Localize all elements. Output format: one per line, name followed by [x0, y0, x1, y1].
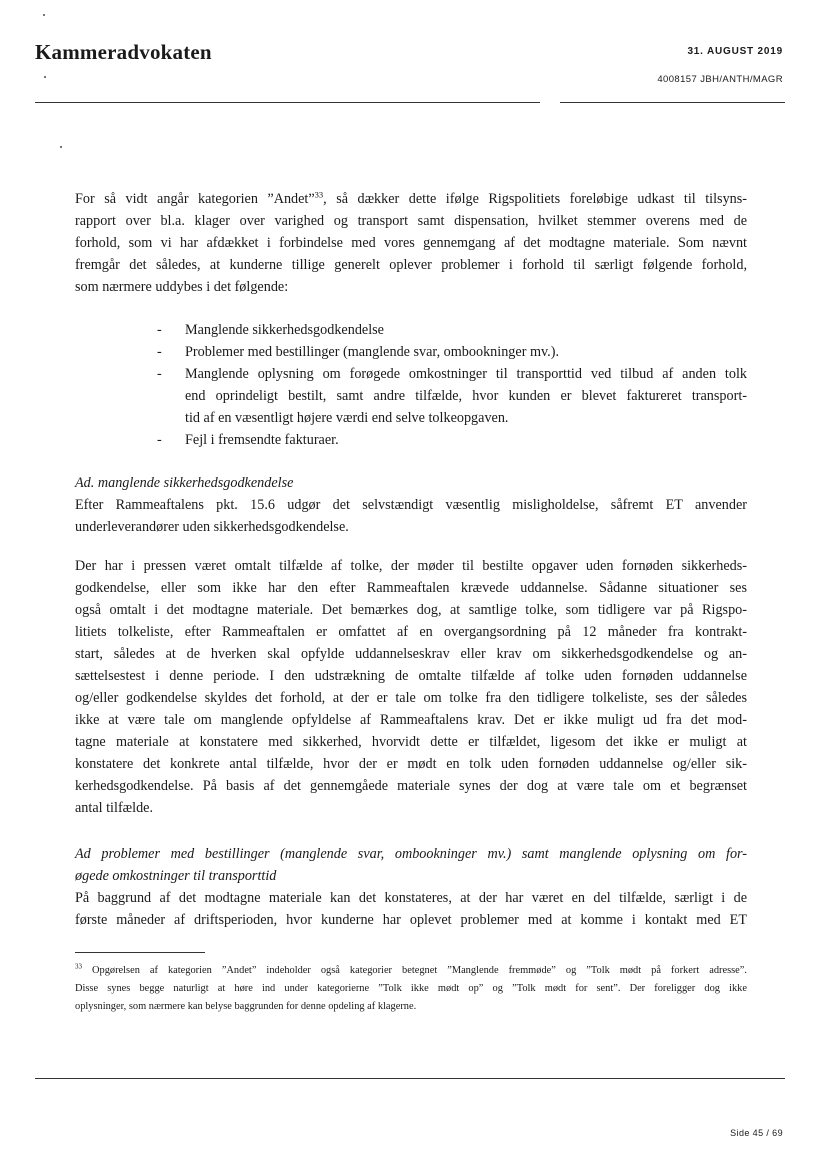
text-line: fremgår det således, at kunderne tillige generelt oplever problemer i forhold til særligt følgende forhold, [75, 257, 747, 273]
text-line: På baggrund af det modtagne materiale kan det konstateres, at der har været en del tilfælde, særligt i de [75, 890, 747, 906]
text-line: første måneder af driftsperioden, hvor kunderne har oplevet problemer med at komme i kontakt med ET [75, 912, 747, 928]
text-line: antal tilfælde. [75, 800, 154, 816]
text-line: konstatere det konkrete antal tilfælde, hvor der er mødt en tolk uden fornøden uddannelse og/eller sik- [75, 756, 747, 772]
list-item: - Manglende sikkerhedsgodkendelse [157, 319, 747, 341]
scan-speck [60, 146, 62, 148]
text-line: litiets tolkeliste, efter Rammeaftalen er omfattet af en overgangsordning på 12 måneder fra kontrakt- [75, 624, 747, 640]
text-line: kerhedsgodkendelse. På basis af det gennemgåede materiale synes der dog at være tale om et begrænset [75, 778, 747, 794]
text-line: tagne materiale at konstatere med sikkerhed, hvorvidt dette er tilfældet, ligesom det ikke er muligt at [75, 734, 747, 750]
header-rule-right [560, 102, 785, 103]
company-logo: Kammeradvokaten [35, 40, 212, 64]
footnote-ref: 33 [314, 189, 324, 200]
header-rule-left [35, 102, 540, 103]
text-line: som nærmere uddybes i det følgende: [75, 279, 289, 295]
text-line: forhold, som vi har afdækket i forbindelse med vores gennemgang af det modtagne materiale. Som nævnt [75, 235, 747, 251]
scan-speck [43, 14, 45, 16]
section-heading: øgede omkostninger til transporttid [75, 868, 277, 884]
dash-bullet: - [157, 344, 162, 360]
text-line: rapport over bl.a. klager over varighed og transport samt dispensation, hvilket stemmer overens med de [75, 213, 747, 229]
text-line: underleverandører uden sikkerhedsgodkendelse. [75, 519, 349, 535]
issue-list [157, 319, 747, 451]
footnote-number: 33 [75, 962, 82, 971]
footnote [75, 962, 747, 1016]
section-heading: Ad problemer med bestillinger (manglende svar, ombookninger mv.) samt manglende oplysning om for- [75, 846, 747, 862]
scan-speck [44, 76, 46, 78]
document-date: 31. AUGUST 2019 [687, 46, 783, 57]
dash-bullet: - [157, 432, 162, 448]
section-heading: Ad. manglende sikkerhedsgodkendelse [75, 475, 294, 491]
dash-bullet: - [157, 366, 162, 382]
text-line: godkendelse, eller som ikke har den efter Rammeaftalen krævede uddannelse. Sådanne situationer ses [75, 580, 747, 596]
text-line: For så vidt angår kategorien ”Andet”$^{33}$, så dækker dette ifølge Rigspolitiets foreløbige udkast til tilsyns- [75, 189, 747, 207]
intro-paragraph [75, 188, 747, 298]
section-paragraph [75, 555, 747, 819]
page-number: Side 45 / 69 [730, 1128, 783, 1138]
document-reference: 4008157 JBH/ANTH/MAGR [657, 74, 783, 85]
text-line: ikke at være tale om manglende opfyldelse af Rammeaftalens krav. Det er ikke muligt ud fra det mod- [75, 712, 747, 728]
text-line: Efter Rammeaftalens pkt. 15.6 udgør det selvstændigt væsentlig misligholdelse, såfremt ET anvender [75, 497, 747, 513]
text-line: også omtalt i det modtagne materiale. Det bemærkes dog, at samtlige tolke, som tidligere var på Rigspo- [75, 602, 747, 618]
text-line: sættelsestest i denne periode. I den udstrækning de omtalte tilfælde af tolke uden fornøden uddannelse [75, 668, 747, 684]
list-item: - Problemer med bestillinger (manglende svar, ombookninger mv.). [157, 341, 747, 363]
footnote-line: $^{33}$ Opgørelsen af kategorien ”Andet” indeholder også kategorier betegnet ”Manglende fremmøde” og ”Tolk mødt på forkert adresse”. [75, 962, 747, 976]
footer-rule [35, 1078, 785, 1079]
section-bestillinger [75, 843, 747, 931]
footnote-line: oplysninger, som nærmere kan belyse baggrunden for denne opdeling af klagerne. [75, 1001, 417, 1012]
text-line: Der har i pressen været omtalt tilfælde af tolke, der møder til bestilte opgaver uden fornøden sikkerheds- [75, 558, 747, 574]
section-sikkerhedsgodkendelse [75, 472, 747, 538]
dash-bullet: - [157, 322, 162, 338]
list-item: - Fejl i fremsendte fakturaer. [157, 429, 747, 451]
text-line: start, således at de hverken skal opfylde uddannelseskrav eller krav om sikkerhedsgodkendelse og an- [75, 646, 747, 662]
list-item: - Manglende oplysning om forøgede omkostninger til transporttid ved tilbud af anden tolk end oprindeligt bestilt, samt andre tilfælde, hvor kunden er blevet faktureret transport- tid af en væsentligt højere værdi end selve tolkeopgaven. [157, 363, 747, 429]
footnote-line: Disse synes begge naturligt at høre ind under kategorierne ”Tolk ikke mødt op” og ”Tolk mødt for sent”. Der foreligger dog ikke [75, 983, 747, 994]
text-line: og/eller godkendelse skyldes det forhold, at der er tale om tolke fra den tidligere tolkeliste, ses der således [75, 690, 747, 706]
footnote-rule [75, 952, 205, 953]
